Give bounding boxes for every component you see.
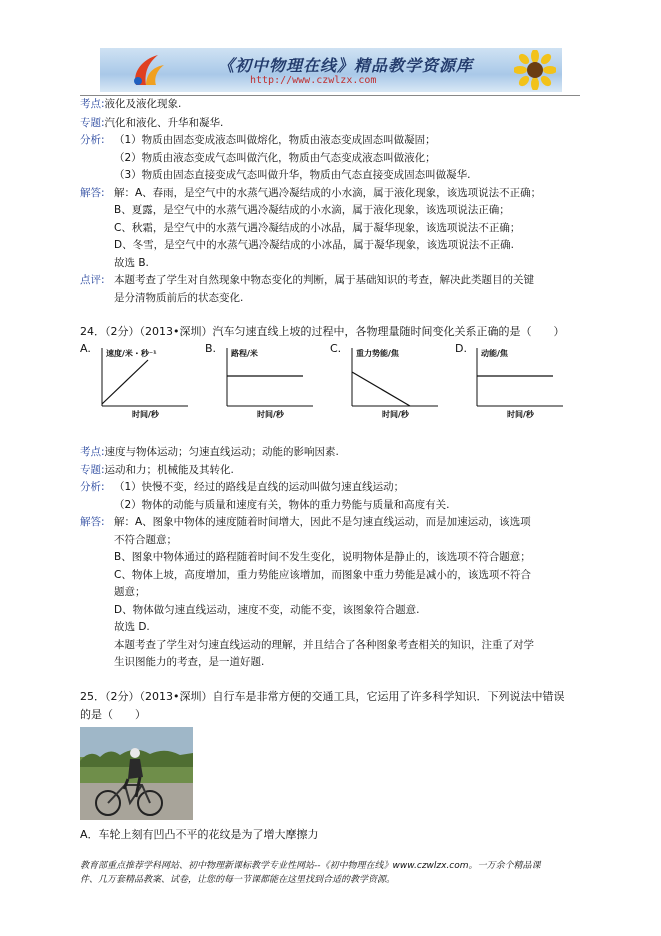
option-chart: [80, 342, 188, 419]
q24-jieda-line: 生识图能力的考查，是一道好题.: [114, 656, 265, 668]
q23-kaodian: 考点:液化及液化现象.: [80, 98, 182, 110]
y-axis-label: 重力势能/焦: [356, 349, 399, 358]
graph-line: [102, 360, 148, 404]
q23-dianping-label: 点评:: [80, 274, 105, 286]
q24-option-charts: [80, 340, 580, 422]
option-letter: B.: [205, 342, 217, 355]
q25-option-a: A．车轮上刻有凹凸不平的花纹是为了增大摩擦力: [80, 828, 319, 841]
q24-jieda-line: 不符合题意；: [114, 534, 177, 546]
q23-zhuanti: 专题:汽化和液化、升华和凝华.: [80, 117, 224, 129]
q24-zhuanti: 专题:运动和力；机械能及其转化.: [80, 464, 234, 476]
q24-jieda-line: D、物体做匀速直线运动，速度不变，动能不变，该图象符合题意.: [114, 604, 420, 616]
option-chart: [330, 342, 438, 419]
q24-stem: 24．（2分）（2013•深圳）汽车匀速直线上坡的过程中，各物理量随时间变化关系正确的是（ ）: [80, 325, 565, 338]
q23-fenxi-line: （2）物质由液态变成气态叫做汽化，物质由气态变成液态叫做液化；: [114, 152, 436, 164]
q24-jieda-line: 解：A、图象中物体的速度随着时间增大，因此不是匀速直线运动，而是加速运动，该选项: [114, 516, 531, 528]
option-letter: A.: [80, 342, 91, 355]
q23-jieda-line: C、秋霜，是空气中的水蒸气遇冷凝结成的小冰晶，属于凝华现象，该选项说法不正确；: [114, 222, 521, 234]
option-chart: [205, 342, 313, 419]
option-letter: C.: [330, 342, 342, 355]
q25-stem-line1: 25．（2分）（2013•深圳）自行车是非常方便的交通工具，它运用了许多科学知识．下列说法中错误: [80, 690, 565, 703]
header-banner: [100, 48, 562, 92]
y-axis-label: 动能/焦: [481, 349, 508, 358]
banner-title: 《初中物理在线》精品教学资源库: [218, 56, 474, 75]
footer-line1: 教育部重点推荐学科网站、初中物理新课标教学专业性网站--《初中物理在线》www.czwlzx.com。一万余个精品课: [80, 861, 541, 871]
graph-line: [352, 372, 410, 406]
footer-line2: 件、几万套精品教案、试卷，让您的每一节课都能在这里找到合适的教学资源。: [80, 875, 396, 885]
q24-fenxi-line: （2）物体的动能与质量和速度有关，物体的重力势能与质量和高度有关.: [114, 499, 450, 511]
q23-jieda-line: 故选 B.: [114, 257, 149, 269]
q24-kaodian: 考点:速度与物体运动；匀速直线运动；动能的影响因素.: [80, 446, 339, 458]
sunflower-icon: [514, 50, 556, 90]
q24-jieda-label: 解答:: [80, 516, 105, 528]
q23-jieda-line: 解：A、春雨，是空气中的水蒸气遇冷凝结成的小水滴，属于液化现象，该选项说法不正确；: [114, 187, 542, 199]
option-chart: [455, 342, 563, 419]
site-logo-icon: [128, 51, 170, 89]
q24-fenxi-label: 分析:: [80, 481, 105, 493]
q23-fenxi-line: （3）物质由固态直接变成气态叫做升华，物质由气态直接变成固态叫做凝华.: [114, 169, 471, 181]
q23-dianping-line: 本题考查了学生对自然现象中物态变化的判断，属于基础知识的考查，解决此类题目的关键: [114, 274, 534, 286]
q24-jieda-line: 本题考查了学生对匀速直线运动的理解，并且结合了各种图象考查相关的知识，注重了对学: [114, 639, 534, 651]
y-axis-label: 速度/米・秒⁻¹: [106, 349, 157, 358]
banner-url[interactable]: http://www.czwlzx.com: [250, 75, 377, 86]
x-axis-label: 时间/秒: [507, 410, 534, 419]
q24-jieda-line: 故选 D.: [114, 621, 150, 633]
option-letter: D.: [455, 342, 467, 355]
q23-jieda-label: 解答:: [80, 187, 105, 199]
q23-fenxi-line: （1）物质由固态变成液态叫做熔化，物质由液态变成固态叫做凝固；: [114, 134, 436, 146]
q24-jieda-line: C、物体上坡，高度增加，重力势能应该增加，而图象中重力势能是减小的，该选项不符合: [114, 569, 531, 581]
q24-jieda-line: B、图象中物体通过的路程随着时间不发生变化，说明物体是静止的，该选项不符合题意；: [114, 551, 531, 563]
q23-jieda-line: B、夏露，是空气中的水蒸气遇冷凝结成的小水滴，属于液化现象，该选项说法正确；: [114, 204, 510, 216]
x-axis-label: 时间/秒: [382, 410, 409, 419]
q23-fenxi-label: 分析:: [80, 134, 105, 146]
cyclist-photo: [80, 727, 193, 820]
q23-dianping-line: 是分清物质前后的状态变化.: [114, 292, 244, 304]
q23-jieda-line: D、冬雪，是空气中的水蒸气遇冷凝结成的小冰晶，属于凝华现象，该选项说法不正确.: [114, 239, 514, 251]
header-divider: [80, 95, 580, 96]
q24-fenxi-line: （1）快慢不变，经过的路线是直线的运动叫做匀速直线运动；: [114, 481, 405, 493]
q25-stem-line2: 的是（ ）: [80, 708, 146, 721]
q24-jieda-line: 题意；: [114, 586, 146, 598]
x-axis-label: 时间/秒: [132, 410, 159, 419]
y-axis-label: 路程/米: [231, 349, 258, 358]
x-axis-label: 时间/秒: [257, 410, 284, 419]
